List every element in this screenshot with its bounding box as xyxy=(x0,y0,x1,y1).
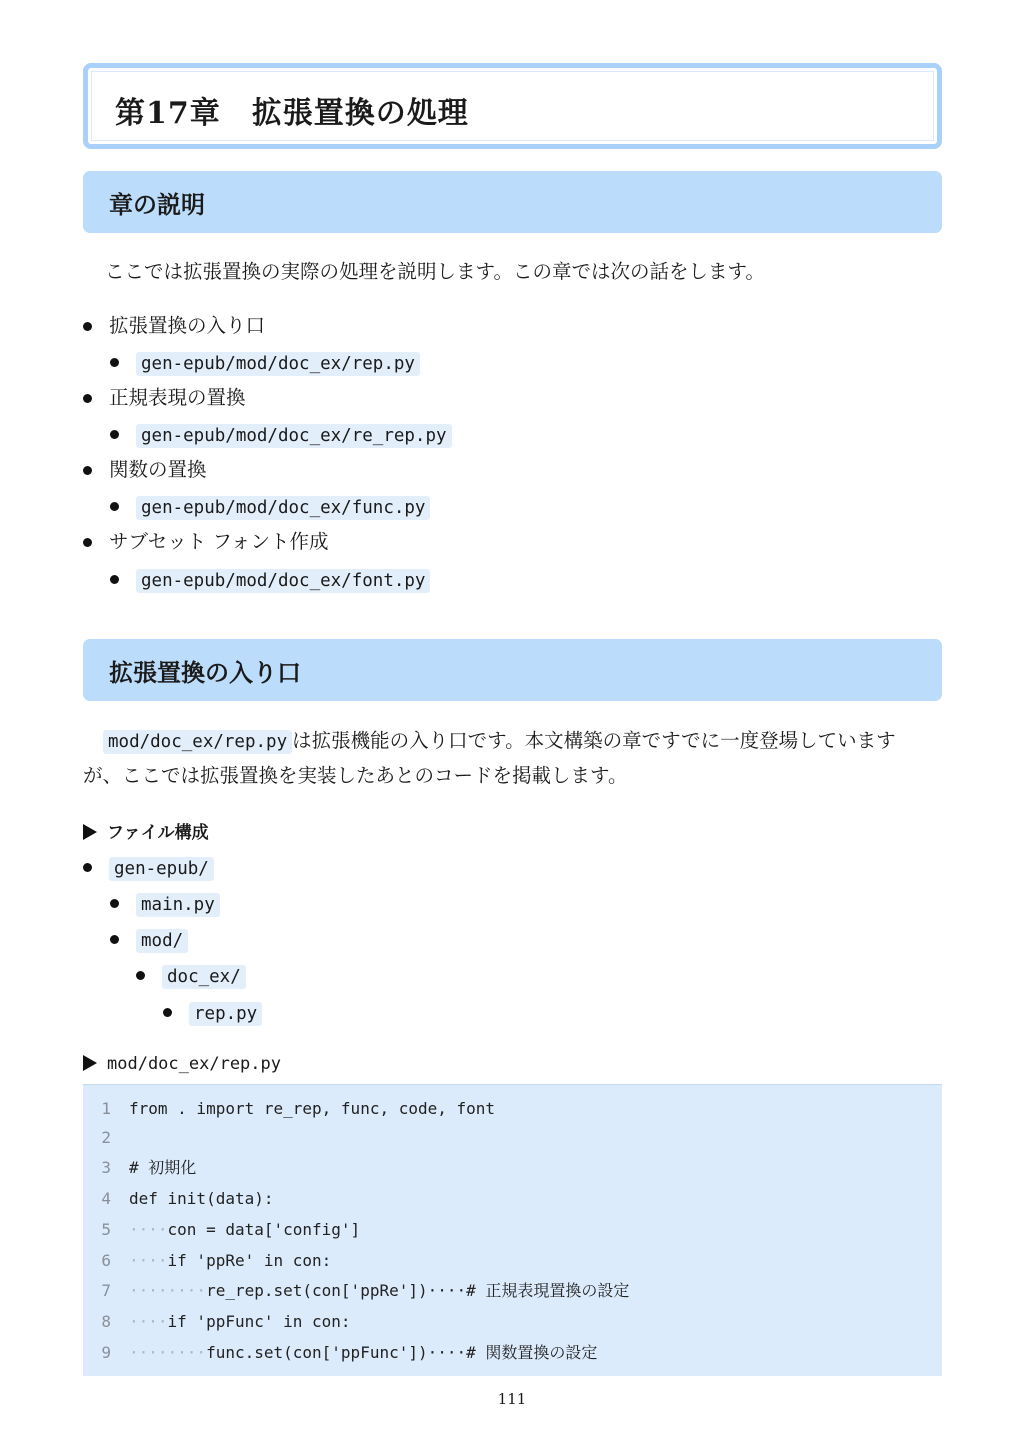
code-listing-summary[interactable] xyxy=(83,1054,281,1074)
list-bullet xyxy=(110,430,119,439)
tree-item xyxy=(189,998,262,1028)
entry-paragraph-line1 xyxy=(103,723,896,760)
line-number: 4 xyxy=(101,1189,111,1208)
disclosure-triangle-icon[interactable] xyxy=(83,1055,97,1071)
page-number: 111 xyxy=(497,1390,527,1408)
code-line xyxy=(83,1094,495,1124)
code-text: # 初期化 xyxy=(129,1158,197,1177)
section-heading-text: 拡張置換の入り口 xyxy=(109,658,301,687)
indent-marker: ········ xyxy=(129,1343,207,1362)
list-bullet xyxy=(110,502,119,511)
section-heading-text: 章の説明 xyxy=(109,190,205,219)
list-item-file xyxy=(136,420,452,450)
list-bullet xyxy=(83,466,92,475)
intro-paragraph: ここでは拡張置換の実際の処理を説明します。この章では次の話をします。 xyxy=(105,260,765,283)
code-line xyxy=(83,1276,629,1306)
list-bullet xyxy=(83,322,92,331)
list-item-file xyxy=(136,348,420,378)
list-bullet xyxy=(163,1008,172,1017)
list-item-file xyxy=(136,492,430,522)
code-line xyxy=(83,1215,360,1245)
indent-marker: ···· xyxy=(129,1251,168,1270)
tree-item xyxy=(162,961,246,991)
code-text: if 'ppFunc' in con: xyxy=(167,1312,351,1331)
tree-item-code: main.py xyxy=(136,893,220,917)
file-path-code: gen-epub/mod/doc_ex/func.py xyxy=(136,496,430,520)
list-bullet xyxy=(83,394,92,403)
line-number: 8 xyxy=(101,1312,111,1331)
line-number: 9 xyxy=(101,1343,111,1362)
tree-item-code: gen-epub/ xyxy=(109,857,214,881)
code-line xyxy=(83,1123,129,1153)
tree-item xyxy=(136,889,220,919)
entry-paragraph-line2: が、ここでは拡張置換を実装したあとのコードを掲載します。 xyxy=(83,764,628,787)
tree-item xyxy=(109,853,214,883)
file-structure-summary[interactable] xyxy=(83,818,209,843)
tree-item-code: doc_ex/ xyxy=(162,965,246,989)
chapter-title-box xyxy=(83,63,942,149)
list-bullet xyxy=(110,935,119,944)
list-item: 正規表現の置換 xyxy=(109,386,246,409)
list-item: サブセット フォント作成 xyxy=(109,530,329,553)
code-line xyxy=(83,1307,351,1337)
line-number: 7 xyxy=(101,1281,111,1300)
indent-marker: ···· xyxy=(129,1312,168,1331)
indent-marker: ···· xyxy=(129,1220,168,1239)
tree-item-code: rep.py xyxy=(189,1002,262,1026)
line-number: 2 xyxy=(101,1128,111,1147)
list-item: 関数の置換 xyxy=(109,458,207,481)
code-text: re_rep.set(con['ppRe'])····# 正規表現置換の設定 xyxy=(206,1281,630,1300)
section-heading-chapter-description xyxy=(83,171,942,233)
list-bullet xyxy=(110,575,119,584)
code-line xyxy=(83,1246,331,1276)
code-line xyxy=(83,1153,196,1183)
list-bullet xyxy=(83,538,92,547)
line-number: 6 xyxy=(101,1251,111,1270)
summary-label: mod/doc_ex/rep.py xyxy=(107,1054,281,1074)
paragraph-text: は拡張機能の入り口です。本文構築の章ですでに一度登場しています xyxy=(292,729,896,752)
code-text: def init(data): xyxy=(129,1189,274,1208)
code-text: func.set(con['ppFunc'])····# 関数置換の設定 xyxy=(206,1343,598,1362)
line-number: 3 xyxy=(101,1158,111,1177)
file-path-code: gen-epub/mod/doc_ex/re_rep.py xyxy=(136,424,452,448)
disclosure-triangle-icon[interactable] xyxy=(83,824,97,840)
code-block xyxy=(83,1084,942,1376)
list-item-file xyxy=(136,565,430,595)
code-line xyxy=(83,1184,274,1214)
chapter-title: 第17章 拡張置換の処理 xyxy=(115,96,469,131)
line-number: 1 xyxy=(101,1099,111,1118)
list-bullet xyxy=(136,971,145,980)
section-heading-extension-entry xyxy=(83,639,942,701)
file-path-code: gen-epub/mod/doc_ex/rep.py xyxy=(136,352,420,376)
list-bullet xyxy=(110,899,119,908)
code-line xyxy=(83,1338,597,1368)
list-item: 拡張置換の入り口 xyxy=(109,314,266,337)
code-text: from . import re_rep, func, code, font xyxy=(129,1099,496,1118)
inline-code: mod/doc_ex/rep.py xyxy=(103,730,292,754)
tree-item xyxy=(136,925,188,955)
code-text: if 'ppRe' in con: xyxy=(167,1251,332,1270)
summary-label: ファイル構成 xyxy=(107,823,209,843)
list-bullet xyxy=(110,358,119,367)
indent-marker: ········ xyxy=(129,1281,207,1300)
file-path-code: gen-epub/mod/doc_ex/font.py xyxy=(136,569,430,593)
line-number: 5 xyxy=(101,1220,111,1239)
code-text: con = data['config'] xyxy=(167,1220,361,1239)
tree-item-code: mod/ xyxy=(136,929,188,953)
list-bullet xyxy=(83,863,92,872)
